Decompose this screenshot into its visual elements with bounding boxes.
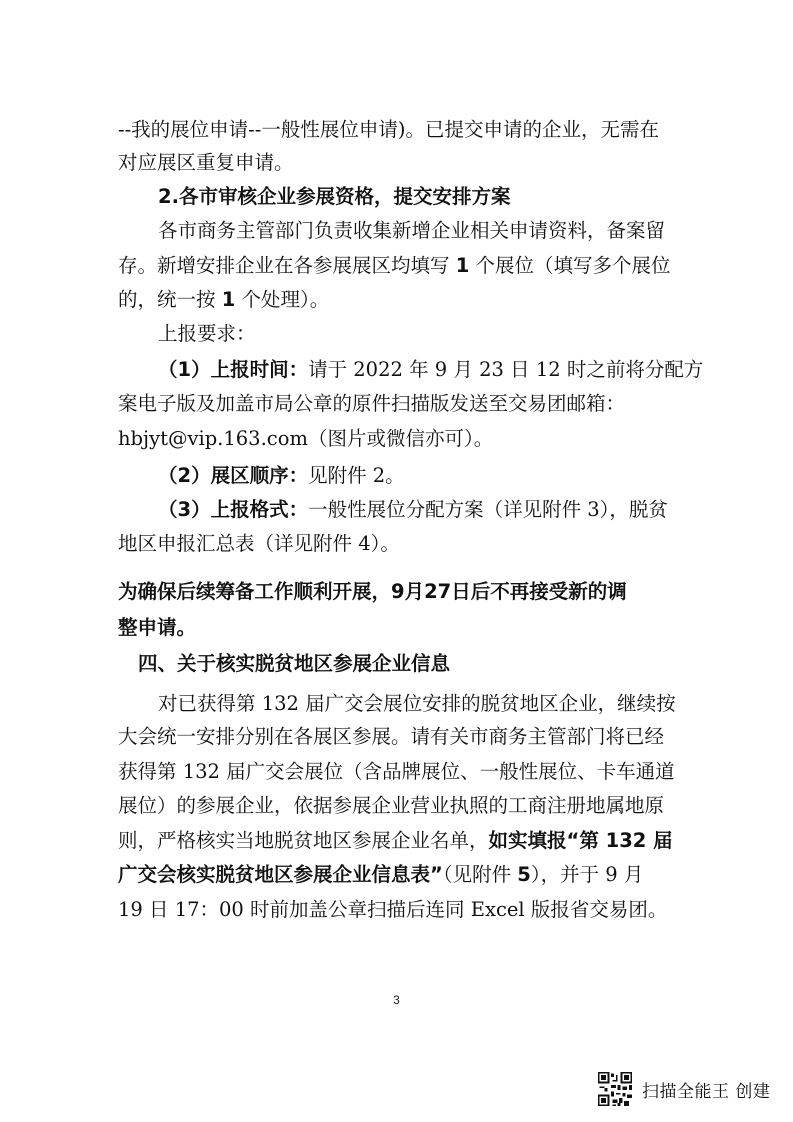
bold-text-segment: 为确保后续筹备工作顺利开展，9月27日后不再接受新的调 [118, 580, 627, 603]
text-line [158, 217, 665, 245]
text-segment: 个处理）。 [235, 288, 330, 311]
text-line [158, 690, 676, 718]
text-line [118, 252, 670, 280]
text-segment: ），并于 9 月 [530, 863, 644, 886]
text-segment: 的，统一按 [118, 288, 222, 311]
bold-text-segment: （1）上报时间： [158, 358, 309, 381]
text-segment: 各市商务主管部门负责收集新增企业相关申请资料，备案留 [158, 219, 666, 242]
text-line [118, 827, 673, 855]
bold-text-segment: 2.各市审核企业参展资格，提交安排方案 [158, 185, 511, 208]
text-segment: 对应展区重复申请。 [118, 151, 294, 174]
text-line [158, 183, 510, 211]
watermark-text: 扫描全能王 创建 [642, 1081, 771, 1102]
bold-text-segment: （2）展区顺序： [158, 464, 309, 487]
text-segment: 一般性展位分配方案（详见附件 3），脱贫 [308, 498, 668, 521]
text-line [158, 462, 405, 490]
text-segment: 获得第 132 届广交会展位（含品牌展位、一般性展位、卡车通道 [118, 760, 675, 783]
text-segment: 展位）的参展企业，依据参展企业营业执照的工商注册地属地原 [118, 794, 665, 817]
bold-text-segment: 如实填报“第 132 届 [488, 829, 673, 852]
text-segment: 大会统一安排分别在各展区参展。请有关市商务主管部门将已经 [118, 725, 665, 748]
text-line [118, 792, 664, 820]
text-line [118, 149, 294, 177]
text-segment: hbjyt@vip.163.com（图片或微信亦可）。 [118, 427, 494, 450]
qr-code-icon [598, 1072, 632, 1106]
text-segment: 地区申报汇总表（详见附件 4）。 [118, 532, 400, 555]
text-line [118, 614, 196, 642]
text-line [118, 896, 667, 924]
scanner-watermark [598, 1071, 770, 1107]
text-line [158, 356, 703, 384]
text-line [118, 286, 329, 314]
text-line [118, 861, 643, 889]
bold-text-segment: 1 [221, 288, 236, 311]
text-line [158, 320, 256, 348]
text-segment: 存。新增安排企业在各参展展区均填写 [118, 254, 456, 277]
bold-text-segment: 广交会核实脱贫地区参展企业信息表” [118, 863, 443, 886]
text-line [158, 496, 668, 524]
text-line [118, 116, 659, 144]
text-segment: 上报要求： [158, 322, 256, 345]
bold-text-segment: 1 [455, 254, 470, 277]
text-line [118, 758, 675, 786]
text-line [138, 650, 450, 678]
text-line [118, 425, 493, 453]
text-segment: 请于 2022 年 9 月 23 日 12 时之前将分配方 [308, 358, 704, 381]
text-line [118, 723, 664, 751]
text-segment: --我的展位申请--一般性展位申请)。已提交申请的企业，无需在 [118, 118, 659, 141]
text-line [118, 530, 400, 558]
text-segment: （见附件 [442, 863, 518, 886]
text-segment: 19 日 17：00 时前加盖公章扫描后连同 Excel 版报省交易团。 [118, 898, 668, 921]
text-line [118, 390, 625, 418]
text-segment: 案电子版及加盖市局公章的原件扫描版发送至交易团邮箱： [118, 392, 626, 415]
bold-text-segment: 整申请。 [118, 616, 197, 639]
text-segment: 对已获得第 132 届广交会展位安排的脱贫地区企业，继续按 [158, 692, 676, 715]
text-segment: 见附件 2。 [308, 464, 405, 487]
page-number: 3 [393, 993, 400, 1007]
bold-text-segment: 四、关于核实脱贫地区参展企业信息 [138, 652, 451, 675]
text-segment: 个展位（填写多个展位 [469, 254, 671, 277]
bold-text-segment: （3）上报格式： [158, 498, 309, 521]
text-line [118, 578, 627, 606]
bold-text-segment: 5 [517, 863, 531, 886]
text-segment: 则，严格核实当地脱贫地区参展企业名单， [118, 829, 489, 852]
